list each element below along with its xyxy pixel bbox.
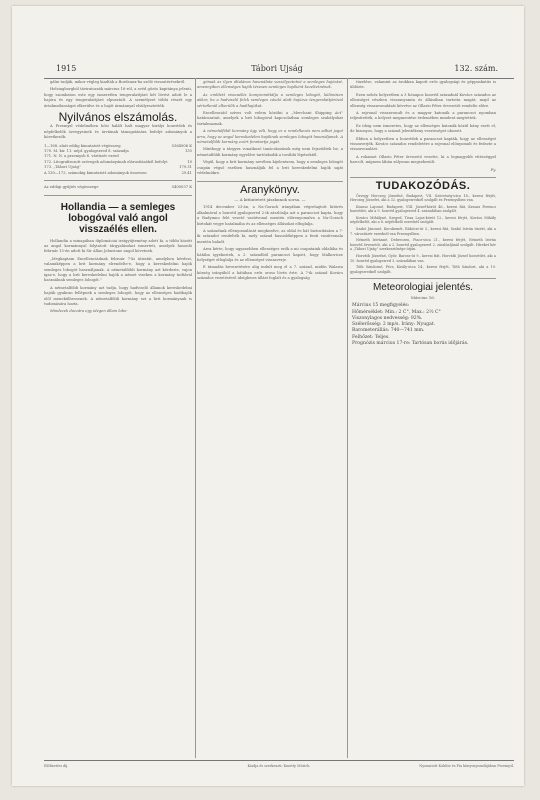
list-item: Kovács Mihályné, Szeged, Tisza Lajos-körút 12., keresi férjét, Kovács Mihály népfelkelőt, aki a 8. népfelkelő ezrednél szolgált. <box>350 215 496 225</box>
paragraph: Ez ideig nem ismeretes, hogy az ellenséges katonák közül hány esett el, de bizonyos, hogy a század jelentékeny veszteséget okozott. <box>350 123 496 134</box>
header-page-number: 132. szám. <box>454 64 498 73</box>
paragraph: gálni tudják, mikor végleg kiadták a Bordeaux-ba szóló visszatérésekről. <box>50 80 186 84</box>
weather-line: Prognózis március 17-re: Tartósan borús időjárás. <box>352 341 469 346</box>
page-header <box>56 64 498 78</box>
paragraph: Az említett visszaélés kompromittálja a semleges lobogót, különösen akkor, ha a hadviselő felek semleges zászló alatt hajózva tengeralattjáróval sértetlenül elkerülik a hadihajókat. <box>197 92 343 108</box>
footer-center: Kiadja és szerkeszti: Kmetty Mórich. <box>247 764 311 768</box>
weather-line: Barometerállás: 740—741 mm. <box>352 328 425 334</box>
paragraph: tüzelése, valamint az árokban kapott erős gyalogsági és géppuskatűz is üldözte. <box>350 80 496 90</box>
weather-date: Március 16. <box>410 294 436 300</box>
paragraph: A németalföldi kormány úgy véli, hogy ez a rendelkezés nem adhat jogot arra, hogy az angol kereskedelmi hajóknak semleges lobogót használjanak. A németalföldi kormány ezért fenntartja jogát. <box>197 129 343 145</box>
paragraph: E támadás bevezetésére alig indult meg el a 7. század, midőn Walawa község irányából a hátában erős orosz lövés érte. A 7-ik század Kovács százados vezetésével ideiglenes állást foglalt és a gyalogság <box>197 265 343 281</box>
paragraph: Ebben a helyzetben a honvédek a parancsot kapták, hogy az ellenséget visszaverjék. Kovács százados rendeletére a rajvonal előnyomult és fedezte a visszavonulást. <box>350 136 496 152</box>
weather-line: Viszonylagos nedvesség: 92%. <box>352 315 423 321</box>
header-rule <box>44 78 514 79</box>
section-title-nyilvanos: Nyilvános elszámolás. <box>58 110 178 125</box>
ledger-row: 170. M. kir. 11. népf. gyalogezred 8. századja 135 <box>44 149 192 154</box>
column-1 <box>44 80 192 750</box>
paragraph: Végül, hogy a brit kormány nevében kijelentsem, hogy a semleges lobogót csupán végső esetben használják fel a brit kereskedelmi hajók saját védelmükre. <box>197 160 343 176</box>
ledger-row: A 130—172. számokig kimutatott adományok összesen 29.41 <box>44 170 192 175</box>
ledger-row: 172. Litografirozott szövegek adományának elárusításából befolyt 10 <box>44 159 192 164</box>
list-item: Krausz Lajosné, Budapest, VIII. József-körút 46., keresi fiát, Krausz Ferencz honvédet, aki a 9. honvéd gyalogezred 4. századában szolgált. <box>350 204 496 214</box>
paragraph: Mindezek daczára egy idegen állam lobo- <box>50 309 128 314</box>
donation-ledger <box>44 144 192 191</box>
article-title-aranykonyv: Aranykönyv. <box>240 183 300 196</box>
column-3 <box>350 80 496 750</box>
section-rule <box>44 195 192 196</box>
section-rule <box>197 181 343 182</box>
paragraph: A rohamot Ollario Péter őrvezető vezette, ki a legnagyobb vitézséggel harcolt, mígnem lábán súlyosan megsebesült. <box>350 154 496 165</box>
paragraph: Helsingborgból táviratozzák március 16-ról, a svéd gőzös kapitánya jelenti, hogy szombaton este egy ismeretlen tengeralattjáró két lövést adott le a hajóra és egy tengeralattjáró elpusztult. A személyzet többi részét egy ártalmatlanságot elkerülve és a hajót ármánnyal elsülyesztették. <box>44 87 192 108</box>
article-title-hollandia: Hollandia — a semleges lobogóval való angol visszaélés ellen. <box>60 201 176 235</box>
column-divider-1 <box>195 78 196 758</box>
ledger-row: 1—168. alatt eddig kimutatott végösszeg 5364906 K <box>44 143 192 148</box>
weather-line: Szélerősség: 2 mp/s. Irány: Nyugat. <box>352 322 436 328</box>
paragraph: góinak az ilyen általános használata veszélyeztetné a semleges hajózást, amennyiben ellenséges hajók tévesen semleges hajóként kezeltetnének. <box>197 80 343 90</box>
paragraph: 1914 december 23-án, a Na-Gorach irányában végrehajtott kitörés alkalmával a honvéd gyalogezred 2-ik zászlóalja azt a parancsot kapta, hogy a Radymno felé vezető vasútvonal mentén előrenyomulva a Na-Gorach birtokát vegye hatalmába és az ellenséges állásokat elfoglalja. <box>197 205 343 226</box>
weather-line: Felhőzet: Teljes. <box>352 334 390 340</box>
paragraph: A rajvonal visszavonult és a magyar katonák a parancsot nyomban teljesítették, a helyzet megmentése érdemében mindent megtettek. <box>350 111 496 121</box>
paragraph: A Przemysl védelmében hősi halált halt magyar királyi honvédek és népfelkelők özvegyeinek és árváinak támogatására befolyt adományok a következők: <box>44 124 192 140</box>
article-title-tudakozodas: TUDAKOZÓDÁS. <box>375 180 471 193</box>
paragraph: A németalföldi kormány azt tudja, hogy hadviselő államok kereskedelmi hajóik gyakran fellépnek a semleges lobogót, hogy az ellenséges hadihajók elől menekülhessenek. A németalföldi kormány ezt a brit kormánynak is tudomására hozta. <box>44 285 192 306</box>
column-divider-2 <box>347 78 348 758</box>
footer-rule <box>44 760 514 761</box>
inquiry-list <box>350 194 496 275</box>
ledger-row: 173. „Tábori Ujság” 179.31 <box>44 165 192 170</box>
ledger-rule <box>44 180 192 181</box>
header-paper-name: Tábori Ujság <box>251 64 303 73</box>
footer-right: Nyomatott Koblitz és Fia könyvnyomdájában Przemyśl. <box>419 764 514 768</box>
weather-line: Hőmérséklet: Min.: 2 C°, Max.: 2½ C° <box>352 309 441 315</box>
weather-line: Március 15 megfigyelés: <box>352 303 410 309</box>
paragraph: „Megkaptam Excellenciádnak február 7-ki átiratát, amelyben kérdezi, valamiképpen a brit kormány elrendelte-e, hogy a kereskedelmi hajók semleges lobogót használjanak. A németalföldi kormány azt kérdezte, vajon igaz-e, hogy a brit kereskedelmi hajók a német vizeken a kormány tudtával használnak semleges lobogót.” <box>44 256 192 283</box>
ledger-row: 171. N. N. a przemysli 6. vártüzér ezred <box>44 154 119 159</box>
header-year: 1915 <box>56 64 77 73</box>
list-item: Horváth Józsefné, Győr, Baross-út 9., keresi fiát, Horváth József honvédet, aki a 10. honvéd gyalogezred 3. századában van. <box>350 254 496 263</box>
footer-left: Előfizetési díj. <box>44 764 69 768</box>
section-rule <box>350 278 496 279</box>
list-item: Özvegy Herczeg Józsefné, Budapest, VII. Szövetség-utca 18., keresi férjét, Herczeg Józsefet, aki a 32. gyalogezrednél szolgált és Przemyslben van. <box>350 193 496 203</box>
list-item: Szabó Jánosné, Kecskemét, Rákóczi-út 3., keresi fiát, Szabó István tüzért, aki a 7. várostüzér ezrednél van Przemyslben. <box>350 227 496 236</box>
list-item: Tóth Sándorné, Pécs, Király-utca 14., keresi férjét, Tóth Sándort, aki a 19. gyalogezrednél szolgált. <box>350 265 496 274</box>
paragraph: A századunk ellenyomulását megkezdve, az oldal és hát biztosítására a 7-ik századot rendelték ki, mely század hasonlóképpen a fenti vasútvonala mentén haladt. <box>197 228 343 244</box>
paragraph: Excellenciád szíves volt velem közölni a „Merchant Shipping Act” határozatait, amelyek a brit lobogóval kapcsolatban semleges szabályokat tartalmaznak. <box>197 111 343 126</box>
article-title-meteorologiai: Meteorologiai jelentés. <box>372 282 474 294</box>
section-rule <box>350 177 496 178</box>
article-signature: Fy. <box>490 167 496 172</box>
article-subtitle: — A kitüntetett jászkunok sorsa. — <box>234 196 306 202</box>
weather-report <box>350 303 496 347</box>
paragraph: Arra kérte, hogy ugyanebben ellenséges erők a mi csapataink oldalába és hátába igyekeztek, a 2. századból parancsot kapott, hogy Malkovicze helységet elfoglalja és az ellenséget visszaverje. <box>197 247 343 262</box>
list-item: Németh Istvánné, Debreczen, Piacz-utca 21., keresi férjét, Németh István honvéd őrvezetőt, aki a 2. honvéd gyalogezred 2. zászlóaljánál szolgált. Híreket kér a „Tábori Ujság” szerkesztősége útján. <box>350 238 496 252</box>
paragraph: Hollandia a minapában diplomáciai iratgyűjtemény adott ki, a többi között az angol kormánnyal folytatott tárgyalásokat ismerteti, amelyek hasonló február 15-én adott ki Sir Allan Johnstone angol követnek. <box>44 238 192 254</box>
column-2 <box>197 80 343 750</box>
paragraph: Ezen nehéz helyzetben a 3 hónapos honvéd századnál Kovács százados az ellenséget részben visszanyomta és állásában tartotta magát, majd az ellenség visszavonulását követve az Ollario Péter őrvezetőt rendelte előre. <box>350 92 496 108</box>
paragraph: Minthogy a tárgyra vonatkozó tanácskozások még nem fejeződtek be, a németalföldi kormány egyelőre tartózkodik a további lépésektől. <box>197 147 343 157</box>
ledger-total: Az eddigi gyűjtés végösszege 5400037 K <box>44 185 192 190</box>
